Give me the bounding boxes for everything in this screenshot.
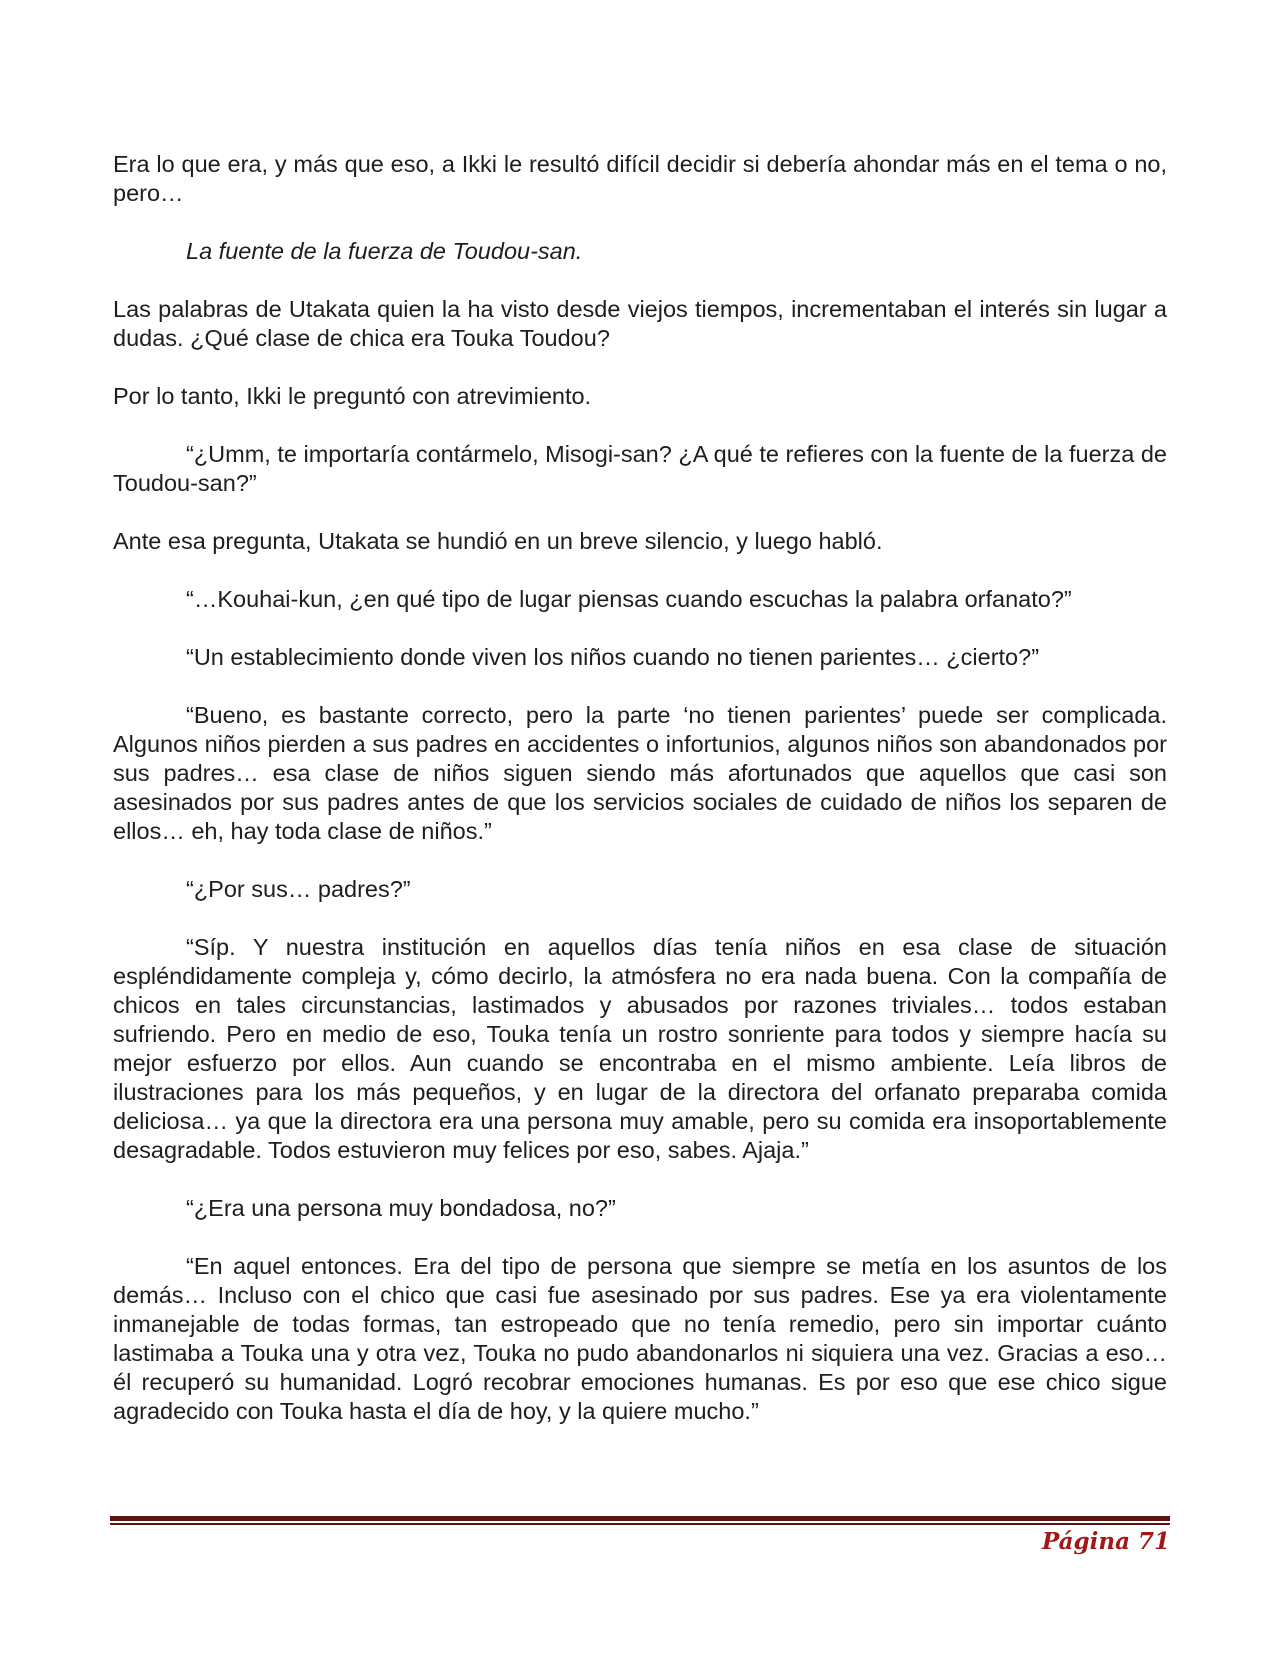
paragraph: “Un establecimiento donde viven los niños cuando no tienen parientes… ¿cierto?” — [186, 644, 1040, 670]
paragraph: Las palabras de Utakata quien la ha visto desde viejos tiempos, incrementaban el interés sin lugar a dudas. ¿Qué clase de chica era Touka Toudou? — [113, 296, 1167, 351]
paragraph: “…Kouhai-kun, ¿en qué tipo de lugar piensas cuando escuchas la palabra orfanato?” — [186, 586, 1072, 612]
paragraph: “¿Era una persona muy bondadosa, no?” — [186, 1195, 616, 1221]
paragraph: La fuente de la fuerza de Toudou-san. — [186, 238, 583, 264]
paragraph: “Síp. Y nuestra institución en aquellos días tenía niños en esa clase de situación espléndidamente compleja y, cómo decirlo, la atmósfera no era nada buena. Con la compañía de chicos en tales circunstancias, lastimados y abusados por razones triviales… todos estaban sufriendo. Pero en medio de eso, Touka tenía un rostro sonriente para todos y siempre hacía su mejor esfuerzo por ellos. Aun cuando se encontraba en el mismo ambiente. Leía libros de ilustraciones para los más pequeños, y en lugar de la directora del orfanato preparaba comida deliciosa… ya que la directora era una persona muy amable, pero su comida era insoportablemente desagradable. Todos estuvieron muy felices por eso, sabes. Ajaja.” — [113, 934, 1167, 1163]
page-body — [113, 150, 1167, 1455]
paragraph: Por lo tanto, Ikki le preguntó con atrevimiento. — [113, 383, 592, 409]
paragraph: “En aquel entonces. Era del tipo de persona que siempre se metía en los asuntos de los demás… Incluso con el chico que casi fue asesinado por sus padres. Ese ya era violentamente inmanejable de todas formas, tan estropeado que no tenía remedio, pero sin importar cuánto lastimaba a Touka una y otra vez, Touka no pudo abandonarlos ni siquiera una vez. Gracias a eso… él recuperó su humanidad. Logró recobrar emociones humanas. Es por eso que ese chico sigue agradecido con Touka hasta el día de hoy, y la quiere mucho.” — [113, 1253, 1167, 1424]
paragraph: “Bueno, es bastante correcto, pero la parte ‘no tienen parientes’ puede ser complicada. Algunos niños pierden a sus padres en accidentes o infortunios, algunos niños son abandonados por sus padres… esa clase de niños siguen siendo más afortunados que aquellos que casi son asesinados por sus padres antes de que los servicios sociales de cuidado de niños los separen de ellos… eh, hay toda clase de niños.” — [113, 702, 1167, 844]
page-number: Página 71 — [1041, 1528, 1170, 1555]
paragraph: Ante esa pregunta, Utakata se hundió en un breve silencio, y luego habló. — [113, 528, 883, 554]
paragraph: Era lo que era, y más que eso, a Ikki le resultó difícil decidir si debería ahondar más en el tema o no, pero… — [113, 151, 1167, 206]
footer-divider — [110, 1516, 1170, 1525]
paragraph: “¿Umm, te importaría contármelo, Misogi-san? ¿A qué te refieres con la fuente de la fuerza de Toudou-san?” — [113, 441, 1167, 496]
paragraph: “¿Por sus… padres?” — [186, 876, 411, 902]
